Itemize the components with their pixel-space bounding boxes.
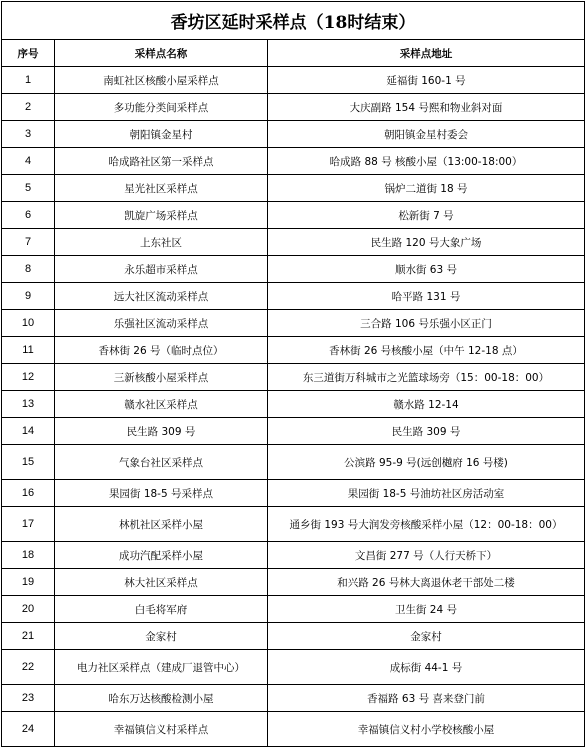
cell-name: 民生路 309 号 — [55, 418, 268, 445]
cell-no: 9 — [2, 283, 55, 310]
table-row — [2, 337, 585, 364]
cell-address: 锅炉二道街 18 号 — [268, 175, 585, 202]
cell-name: 成功汽配采样小屋 — [55, 542, 268, 569]
table-row — [2, 650, 585, 685]
table-body — [2, 67, 585, 747]
cell-name: 林机社区采样小屋 — [55, 507, 268, 542]
table-row — [2, 94, 585, 121]
cell-address: 文昌街 277 号（人行天桥下） — [268, 542, 585, 569]
cell-no: 13 — [2, 391, 55, 418]
table-row — [2, 121, 585, 148]
cell-address: 香林街 26 号核酸小屋（中午 12-18 点） — [268, 337, 585, 364]
table-title: 香坊区延时采样点（18时结束） — [1, 1, 585, 39]
cell-name: 上东社区 — [55, 229, 268, 256]
cell-no: 3 — [2, 121, 55, 148]
cell-name: 气象台社区采样点 — [55, 445, 268, 480]
cell-no: 16 — [2, 480, 55, 507]
cell-address: 大庆副路 154 号熙和物业斜对面 — [268, 94, 585, 121]
table-row — [2, 507, 585, 542]
table-row — [2, 364, 585, 391]
cell-address: 朝阳镇金星村委会 — [268, 121, 585, 148]
cell-no: 2 — [2, 94, 55, 121]
cell-name: 凯旋广场采样点 — [55, 202, 268, 229]
cell-no: 6 — [2, 202, 55, 229]
table-row — [2, 480, 585, 507]
cell-name: 赣水社区采样点 — [55, 391, 268, 418]
cell-address: 和兴路 26 号林大离退休老干部处二楼 — [268, 569, 585, 596]
cell-no: 11 — [2, 337, 55, 364]
cell-address: 通乡街 193 号大润发旁核酸采样小屋（12：00-18：00） — [268, 507, 585, 542]
table-row — [2, 202, 585, 229]
cell-address: 东三道街万科城市之光篮球场旁（15：00-18：00） — [268, 364, 585, 391]
table-row — [2, 445, 585, 480]
cell-no: 19 — [2, 569, 55, 596]
cell-no: 24 — [2, 712, 55, 747]
table-row — [2, 623, 585, 650]
cell-name: 乐强社区流动采样点 — [55, 310, 268, 337]
cell-name: 哈东万达核酸检测小屋 — [55, 685, 268, 712]
cell-address: 果园街 18-5 号油坊社区房活动室 — [268, 480, 585, 507]
cell-address: 公滨路 95-9 号(远创樾府 16 号楼) — [268, 445, 585, 480]
cell-no: 7 — [2, 229, 55, 256]
cell-name: 朝阳镇金星村 — [55, 121, 268, 148]
cell-address: 哈成路 88 号 核酸小屋（13:00-18:00） — [268, 148, 585, 175]
sampling-sites-sheet — [1, 1, 585, 741]
cell-no: 14 — [2, 418, 55, 445]
cell-address: 卫生街 24 号 — [268, 596, 585, 623]
cell-name: 三新核酸小屋采样点 — [55, 364, 268, 391]
table-row — [2, 148, 585, 175]
table-row — [2, 542, 585, 569]
sampling-sites-table — [1, 39, 585, 747]
table-row — [2, 418, 585, 445]
cell-address: 哈平路 131 号 — [268, 283, 585, 310]
cell-address: 顺水街 63 号 — [268, 256, 585, 283]
cell-no: 20 — [2, 596, 55, 623]
cell-name: 多功能分类间采样点 — [55, 94, 268, 121]
table-row — [2, 569, 585, 596]
header-row — [2, 40, 585, 67]
cell-name: 金家村 — [55, 623, 268, 650]
cell-no: 4 — [2, 148, 55, 175]
cell-name: 香林街 26 号（临时点位） — [55, 337, 268, 364]
cell-no: 10 — [2, 310, 55, 337]
table-row — [2, 256, 585, 283]
table-row — [2, 712, 585, 747]
header-name: 采样点名称 — [55, 40, 268, 67]
cell-address: 成标街 44-1 号 — [268, 650, 585, 685]
cell-address: 金家村 — [268, 623, 585, 650]
cell-name: 永乐超市采样点 — [55, 256, 268, 283]
cell-no: 1 — [2, 67, 55, 94]
cell-no: 18 — [2, 542, 55, 569]
cell-address: 民生路 309 号 — [268, 418, 585, 445]
cell-no: 15 — [2, 445, 55, 480]
cell-address: 香福路 63 号 喜来登门前 — [268, 685, 585, 712]
cell-name: 远大社区流动采样点 — [55, 283, 268, 310]
cell-no: 22 — [2, 650, 55, 685]
header-address: 采样点地址 — [268, 40, 585, 67]
cell-address: 赣水路 12-14 — [268, 391, 585, 418]
cell-address: 幸福镇信义村小学校核酸小屋 — [268, 712, 585, 747]
cell-name: 果园街 18-5 号采样点 — [55, 480, 268, 507]
cell-no: 5 — [2, 175, 55, 202]
table-row — [2, 229, 585, 256]
cell-name: 电力社区采样点（建成厂退管中心） — [55, 650, 268, 685]
table-row — [2, 391, 585, 418]
cell-no: 21 — [2, 623, 55, 650]
cell-name: 星光社区采样点 — [55, 175, 268, 202]
cell-address: 延福街 160-1 号 — [268, 67, 585, 94]
cell-no: 12 — [2, 364, 55, 391]
cell-name: 林大社区采样点 — [55, 569, 268, 596]
cell-name: 哈成路社区第一采样点 — [55, 148, 268, 175]
table-row — [2, 67, 585, 94]
table-row — [2, 310, 585, 337]
cell-address: 松新街 7 号 — [268, 202, 585, 229]
cell-no: 8 — [2, 256, 55, 283]
cell-address: 三合路 106 号乐强小区正门 — [268, 310, 585, 337]
cell-no: 17 — [2, 507, 55, 542]
cell-name: 幸福镇信义村采样点 — [55, 712, 268, 747]
cell-no: 23 — [2, 685, 55, 712]
cell-name: 南虹社区核酸小屋采样点 — [55, 67, 268, 94]
header-no: 序号 — [2, 40, 55, 67]
table-row — [2, 175, 585, 202]
table-row — [2, 283, 585, 310]
table-row — [2, 596, 585, 623]
table-row — [2, 685, 585, 712]
cell-name: 白毛将军府 — [55, 596, 268, 623]
cell-address: 民生路 120 号大象广场 — [268, 229, 585, 256]
